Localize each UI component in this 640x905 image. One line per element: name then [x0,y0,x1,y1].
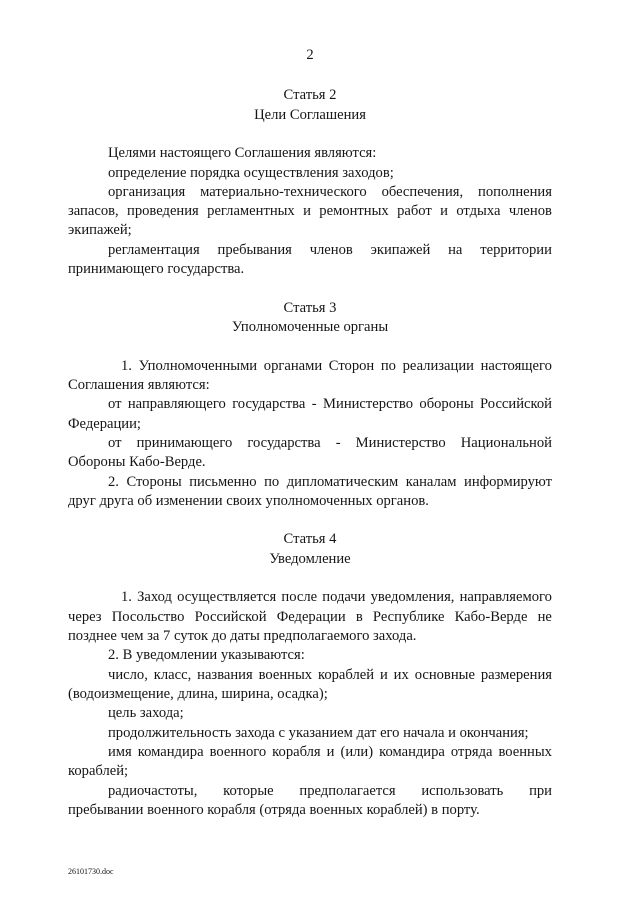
word: - [335,434,341,451]
word: основные [414,666,475,683]
word: организация [108,183,186,200]
word: которые [223,782,274,799]
text-line: определение порядка осуществления заходов; [108,164,394,181]
word: число, [108,666,148,683]
text-line: (водоизмещение, длина, ширина, осадка); [68,685,328,702]
word: пополнения [478,183,552,200]
word: предполагается [299,782,396,799]
word: названия [197,666,253,683]
text-line: друг друга об изменении своих уполномоченных органов. [68,492,429,509]
spacer [68,569,552,588]
word: военного [209,743,267,760]
paragraph [68,646,552,665]
text-line: 2. В уведомлении указываются: [108,647,305,664]
word: Российской [480,396,552,413]
paragraph [68,144,552,163]
text-line: цель захода; [108,705,184,722]
paragraph [68,434,552,473]
text-line: Целями настоящего Соглашения являются: [108,145,377,162]
word: - [311,396,317,413]
word: военных [258,666,313,683]
word: подачи [322,589,366,606]
article-title: Уведомление [269,550,351,567]
paragraph [68,782,552,821]
word: настоящего [480,357,552,374]
word: по [380,357,396,374]
text-line: продолжительность захода с указанием дат его начала и окончания; [108,724,529,741]
word: и [440,203,448,220]
word: и [303,203,311,220]
article-heading: Статья 4 [283,531,337,548]
word: уведомления, [370,589,455,606]
word: размерения [480,666,552,683]
word: не [537,608,552,625]
word: Кабо-Верде [454,608,528,625]
document-body [68,86,552,820]
word: пребывания [217,241,292,258]
word: от [108,434,122,451]
footer-filename: 26101730.doc [68,867,114,876]
word: реализации [402,357,474,374]
paragraph [68,588,552,646]
word: Посольство [111,608,185,625]
text-line: пребывании военного корабля (отряда военных кораблей) в порту. [68,801,480,818]
article-title: Цели Соглашения [254,106,366,123]
article-heading: Статья 3 [283,299,337,316]
paragraph [68,395,552,434]
word: класс, [153,666,192,683]
word: 1. [121,589,132,606]
word: в [355,608,363,625]
word: Федерации [276,608,346,625]
text-line [68,183,552,202]
word: Уполномоченными [138,357,258,374]
word: командира [379,743,445,760]
text-line [68,357,552,376]
word: кораблей [317,666,375,683]
paragraph [68,724,552,743]
word: командира [137,743,204,760]
word: 2. [108,473,119,490]
text-line: принимающего государства. [68,261,245,278]
word: обеспечения, [381,183,464,200]
word: дипломатическим [286,473,399,490]
paragraph [68,666,552,705]
paragraph [68,241,552,280]
paragraph [68,743,552,782]
page-number: 2 [306,47,314,63]
spacer [68,511,552,530]
article-2 [68,86,552,279]
word: Заход [137,589,172,606]
word: ремонтных [319,203,389,220]
text-line [68,666,552,685]
word: государства [247,434,321,451]
word: работ [397,203,432,220]
word: направляемого [459,589,552,606]
word: Республике [372,608,445,625]
text-line: экипажей; [68,222,132,239]
word: экипажей [370,241,431,258]
paragraph [68,704,552,723]
word: после [281,589,318,606]
article-title: Уполномоченные органы [231,319,389,336]
word: Министерство [323,396,414,413]
word: территории [480,241,552,258]
word: отряда [450,743,493,760]
paragraph [68,183,552,241]
text-line [68,434,552,453]
word: регламентных [207,203,295,220]
word: отдыха [456,203,501,220]
text-line: Федерации; [68,415,141,432]
text-line: Соглашения являются: [68,376,210,393]
text-line [68,588,552,607]
word: членов [508,203,552,220]
word: военных [498,743,552,760]
text-line [68,608,552,627]
spacer [68,125,552,144]
word: Национальной [460,434,552,451]
text-line: Обороны Кабо-Верде. [68,454,206,471]
word: государства [232,396,306,413]
word: радиочастоты, [108,782,198,799]
word: Сторон [328,357,375,374]
text-line [68,241,552,260]
text-line [68,395,552,414]
word: и [326,743,335,760]
word: запасов, [68,203,119,220]
text-line [68,473,552,492]
word: регламентация [108,241,200,258]
word: принимающего [136,434,233,451]
word: письменно [189,473,257,490]
word: Министерство [355,434,446,451]
word: на [448,241,463,258]
word: корабля [272,743,321,760]
word: их [393,666,409,683]
word: направляющего [127,396,226,413]
text-line [68,782,552,801]
word: материально-технического [200,183,367,200]
word: членов [309,241,353,258]
spacer [68,279,552,298]
word: осуществляется [177,589,277,606]
word: 1. [121,357,132,374]
word: обороны [419,396,474,413]
word: каналам [405,473,457,490]
article-4 [68,530,552,820]
text-line: кораблей; [68,763,129,780]
article-heading: Статья 2 [283,87,337,104]
word: Стороны [126,473,182,490]
word: по [264,473,280,490]
word: (или) [340,743,374,760]
word: от [108,396,122,413]
text-line: позднее чем за 7 суток до даты предполагаемого захода. [68,628,417,645]
word: Российской [194,608,267,625]
spacer [68,337,552,356]
word: при [529,782,552,799]
text-line [68,202,552,221]
word: информируют [464,473,552,490]
word: имя [108,743,132,760]
word: проведения [127,203,199,220]
article-3 [68,299,552,511]
paragraph [68,357,552,396]
paragraph [68,164,552,183]
text-line [68,743,552,762]
word: органами [263,357,323,374]
word: использовать [421,782,504,799]
word: через [68,608,102,625]
paragraph [68,473,552,512]
word: и [379,666,388,683]
